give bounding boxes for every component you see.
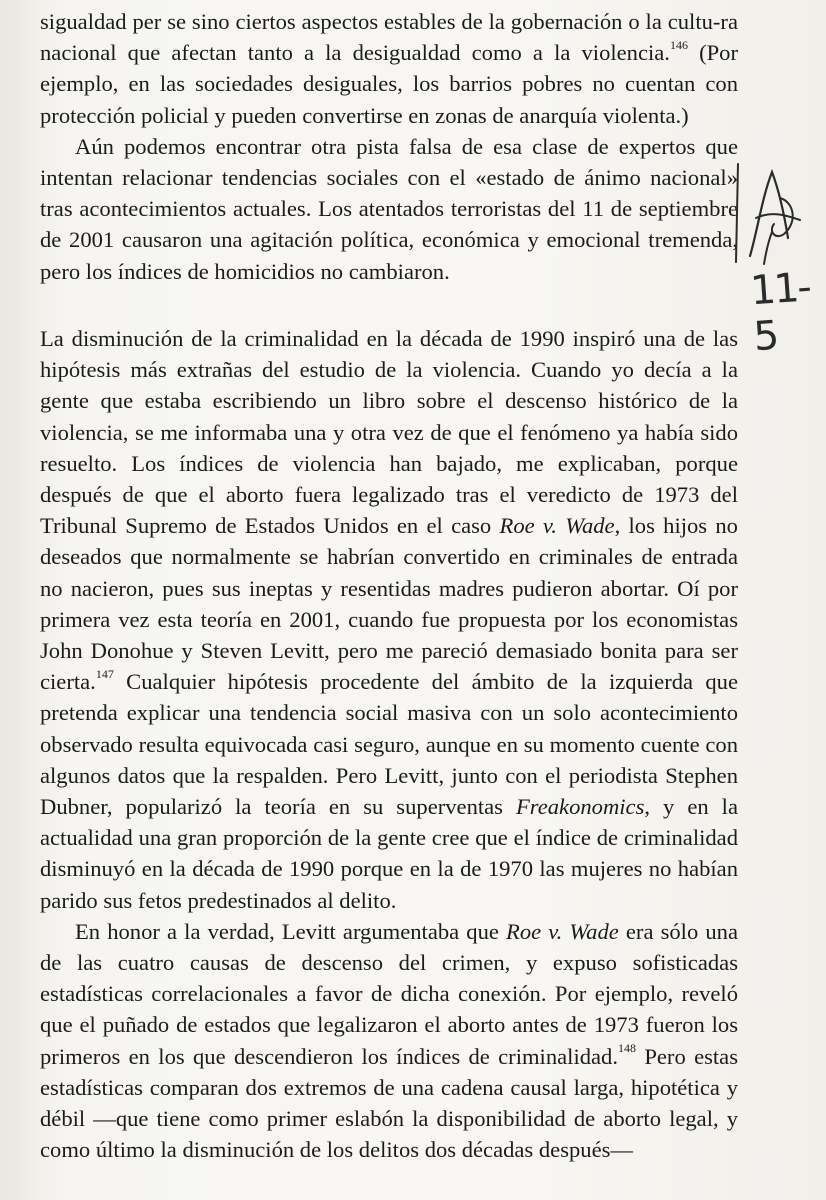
- paragraph-text: sigualdad per se sino ciertos aspectos estables de la gobernación o la cultu-ra nacional que afectan tanto a la desigualdad como a la violencia.: [40, 9, 738, 66]
- paragraph-text: Cualquier hipótesis procedente del ámbito de la izquierda que pretenda explicar una tendencia social masiva con un solo acontecimiento observado resulta equivocada casi seguro, aunque en su momento cuente con algunos datos que la respalden. Pero Levitt, junto con el periodista Stephen Dubner, popularizó la teoría en su superventas: [40, 669, 738, 820]
- paragraph-inequality: [40, 6, 738, 131]
- case-name-roe-v-wade: Roe v. Wade: [499, 513, 615, 539]
- paragraph-text: En honor a la verdad, Levitt argumentaba que: [75, 918, 507, 944]
- paragraph-text: era sólo una de las cuatro causas de descenso del crimen, y expuso sofisticadas estadísticas correlacionales a favor de dicha conexión. Por ejemplo, reveló que el puñado de estados que legalizaron el aborto antes de 1973 fueron los primeros en los que descendieron los índices de criminalidad.: [40, 918, 738, 1069]
- paragraph-abortion-hypothesis: [40, 323, 738, 916]
- footnote-ref-146: 146: [669, 37, 688, 52]
- paragraph-text: , los hijos no deseados que normalmente se habrían convertido en criminales de entrada no nacieron, pues sus ineptas y resentidas madres pudieron abortar. Oí por primera vez esta teoría en 2001, cuando fue propuesta por los economistas John Donohue y Steven Levitt, pero me pareció demasiado bonita para ser cierta.: [40, 513, 738, 695]
- paragraph-text: (Por ejemplo, en las sociedades desiguales, los barrios pobres no cuentan con protección policial y pueden convertirse en zonas de anarquía violenta.): [40, 40, 738, 128]
- handwritten-date: 11-5: [748, 264, 812, 361]
- footnote-ref-147: 147: [95, 666, 114, 681]
- handwritten-bracket-icon: [728, 158, 818, 268]
- text-block-abortion: [40, 323, 738, 1165]
- paragraph-false-lead: Aún podemos encontrar otra pista falsa de esa clase de expertos que intentan relacionar tendencias sociales con el «estado de ánimo nacional» tras acontecimientos actuales. Los atentados terroristas del 11 de septiembre de 2001 causaron una agitación política, económica y emocional tremenda, pero los índices de homicidios no cambiaron.: [40, 133, 738, 284]
- paragraph-levitt-argument: [40, 916, 738, 1166]
- text-block-top: [40, 6, 738, 287]
- book-title-freakonomics: Freakonomics: [515, 794, 645, 820]
- paragraph-text: , y en la actualidad una gran proporción de la gente cree que el índice de criminalidad disminuyó en la década de 1990 porque en la de 1970 las mujeres no habían parido sus fetos predestinados al delito.: [40, 794, 738, 913]
- paragraph-text: La disminución de la criminalidad en la década de 1990 inspiró una de las hipótesis más extrañas del estudio de la violencia. Cuando yo decía a la gente que estaba escribiendo un libro sobre el descenso histórico de la violencia, se me informaba una y otra vez de que el fenómeno ya había sido resuelto. Los índices de violencia han bajado, me explicaban, porque después de que el aborto fuera legalizado tras el veredicto de 1973 del Tribunal Supremo de Estados Unidos en el caso: [40, 326, 738, 539]
- paragraph-text: Pero estas estadísticas comparan dos extremos de una cadena causal larga, hipotética y débil —que tiene como primer eslabón la disponibilidad de aborto legal, y como último la disminución de los delitos dos décadas después—: [40, 1043, 738, 1163]
- handwritten-margin-note: [728, 158, 818, 361]
- case-name-roe-v-wade: Roe v. Wade: [506, 918, 619, 944]
- footnote-ref-148: 148: [618, 1041, 636, 1056]
